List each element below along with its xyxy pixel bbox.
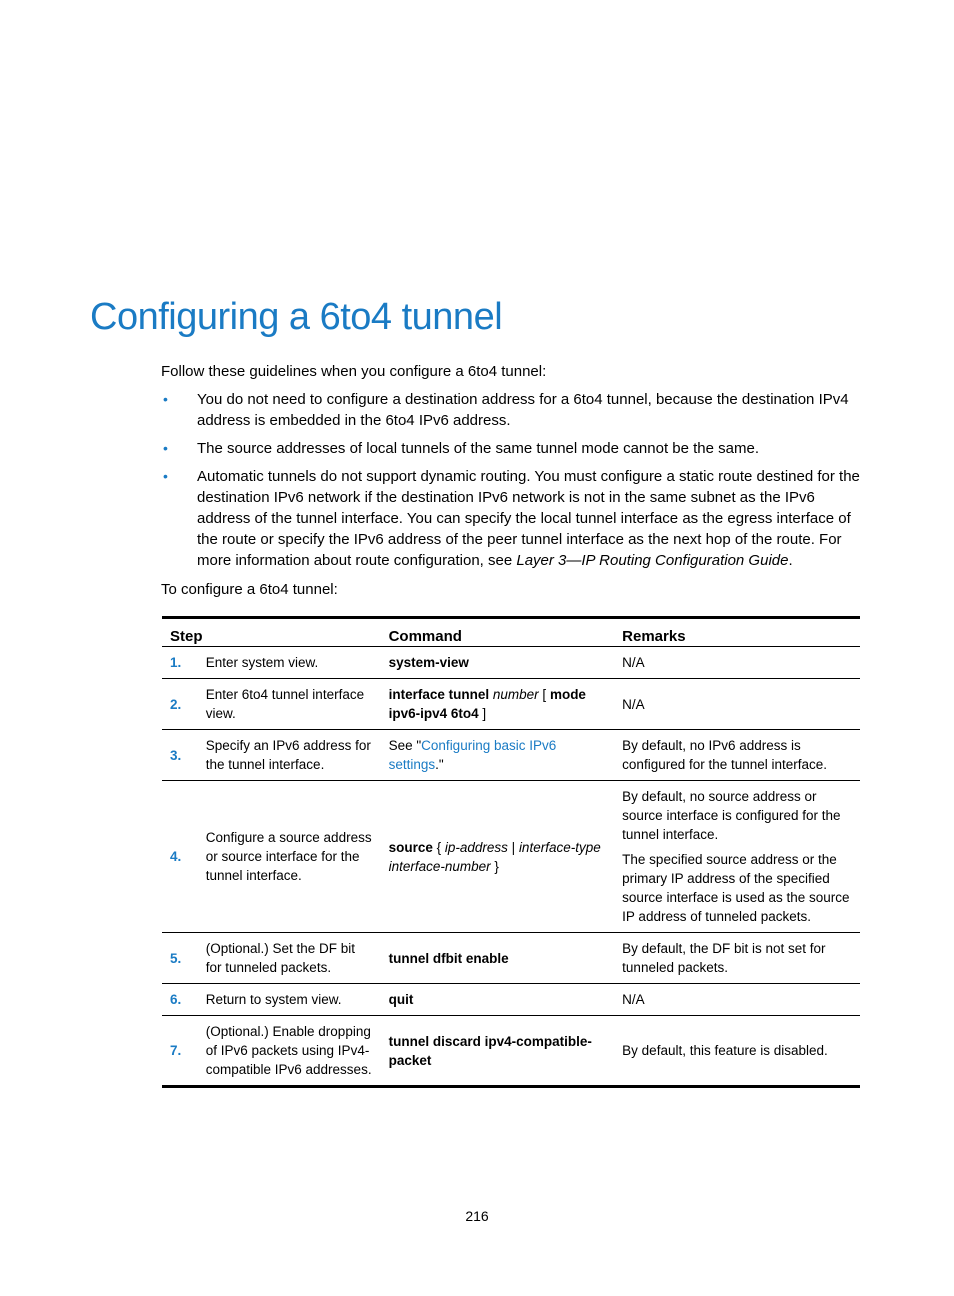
remark-paragraph: N/A xyxy=(622,696,645,712)
intro-text: Follow these guidelines when you configure a 6to4 tunnel: xyxy=(161,363,547,380)
command-text: [ xyxy=(538,687,550,702)
command-keyword: tunnel discard ipv4-compatible-packet xyxy=(388,1033,592,1068)
step-number: 6. xyxy=(162,984,198,1016)
command-keyword: system-view xyxy=(388,655,469,670)
table-row xyxy=(162,679,860,730)
step-number: 1. xyxy=(162,647,198,679)
step-number: 2. xyxy=(162,679,198,730)
step-command xyxy=(381,781,615,933)
command-keyword: interface tunnel xyxy=(388,687,490,702)
step-description: (Optional.) Enable dropping of IPv6 packets using IPv4-compatible IPv6 addresses. xyxy=(198,1016,381,1087)
step-description: Enter 6to4 tunnel interface view. xyxy=(198,679,381,730)
command-text: ." xyxy=(435,757,444,772)
guideline-text: Automatic tunnels do not support dynamic routing. You must configure a static route destined for the destination IPv6 network if the destination IPv6 network is not in the same subnet as the IPv6 address of the tunnel interface. You can specify the local tunnel interface as the egress interface of the route or specify the IPv6 address of the peer tunnel interface as the next hop of the route. For more information about route configuration, see xyxy=(197,468,860,569)
step-description: Configure a source address or source interface for the tunnel interface. xyxy=(198,781,381,933)
step-remarks xyxy=(614,1016,860,1087)
remark-paragraph: The specified source address or the primary IP address of the specified source interface is used as the source IP address of tunneled packets. xyxy=(622,852,850,924)
page-number: 216 xyxy=(465,1208,489,1224)
page-title: Configuring a 6to4 tunnel xyxy=(90,296,503,338)
command-keyword: tunnel dfbit enable xyxy=(388,950,509,966)
remark-paragraph: By default, no IPv6 address is configured for the tunnel interface. xyxy=(622,738,828,772)
step-remarks xyxy=(614,730,860,781)
remark-paragraph: By default, the DF bit is not set for tunneled packets. xyxy=(622,941,826,975)
step-number: 5. xyxy=(162,933,198,984)
table-row xyxy=(162,933,860,984)
guideline-item xyxy=(161,389,866,431)
header-step: Step xyxy=(162,618,381,647)
table-row xyxy=(162,984,860,1016)
step-description: Enter system view. xyxy=(198,647,381,679)
command-keyword: source xyxy=(388,839,433,855)
guideline-text-end: . xyxy=(788,552,793,569)
step-description: Return to system view. xyxy=(198,984,381,1016)
configuration-steps-table xyxy=(162,616,860,1088)
step-remarks xyxy=(614,984,860,1016)
guideline-item xyxy=(161,466,866,571)
remark-paragraph: N/A xyxy=(622,655,645,670)
bullet-icon: • xyxy=(163,440,168,456)
step-remarks xyxy=(614,679,860,730)
step-description: Specify an IPv6 address for the tunnel interface. xyxy=(198,730,381,781)
command-text: See " xyxy=(388,738,422,753)
command-text: ] xyxy=(478,706,487,721)
step-number: 3. xyxy=(162,730,198,781)
bullet-icon: • xyxy=(163,391,168,407)
command-keyword: quit xyxy=(388,992,414,1007)
table-header-row xyxy=(162,618,860,647)
remark-paragraph: By default, no source address or source interface is configured for the tunnel interface. xyxy=(622,789,841,842)
command-text: } xyxy=(490,858,499,874)
bullet-icon: • xyxy=(163,468,168,484)
command-text: | xyxy=(507,839,519,855)
header-remarks: Remarks xyxy=(614,618,860,647)
step-number: 4. xyxy=(162,781,198,933)
table-row xyxy=(162,647,860,679)
header-command: Command xyxy=(381,618,615,647)
step-command xyxy=(381,1016,615,1087)
step-remarks xyxy=(614,781,860,933)
step-number: 7. xyxy=(162,1016,198,1087)
guideline-text: You do not need to configure a destination address for a 6to4 tunnel, because the destination IPv4 address is embedded in the 6to4 IPv6 address. xyxy=(197,391,849,429)
step-command xyxy=(381,984,615,1016)
table-row xyxy=(162,781,860,933)
guideline-text: The source addresses of local tunnels of the same tunnel mode cannot be the same. xyxy=(197,440,760,457)
table-row xyxy=(162,1016,860,1087)
step-command xyxy=(381,730,615,781)
cross-reference-link[interactable]: Configuring basic IPv6 settings xyxy=(388,738,557,772)
command-argument: interface-type interface-number xyxy=(388,839,601,874)
step-description: (Optional.) Set the DF bit for tunneled packets. xyxy=(198,933,381,984)
command-argument: number xyxy=(492,687,539,702)
guideline-item xyxy=(161,438,866,459)
step-remarks xyxy=(614,647,860,679)
guide-reference: Layer 3—IP Routing Configuration Guide xyxy=(516,552,789,569)
procedure-lead: To configure a 6to4 tunnel: xyxy=(161,581,338,598)
table-body xyxy=(162,647,860,1087)
step-command xyxy=(381,933,615,984)
table-row xyxy=(162,730,860,781)
step-command xyxy=(381,647,615,679)
command-text: { xyxy=(432,839,445,855)
step-command xyxy=(381,679,615,730)
remark-paragraph: N/A xyxy=(622,992,645,1007)
command-argument: ip-address xyxy=(444,839,508,855)
remark-paragraph: By default, this feature is disabled. xyxy=(622,1043,828,1058)
step-remarks xyxy=(614,933,860,984)
guidelines-list xyxy=(161,389,866,578)
command-keyword: mode ipv6-ipv4 6to4 xyxy=(388,687,586,721)
